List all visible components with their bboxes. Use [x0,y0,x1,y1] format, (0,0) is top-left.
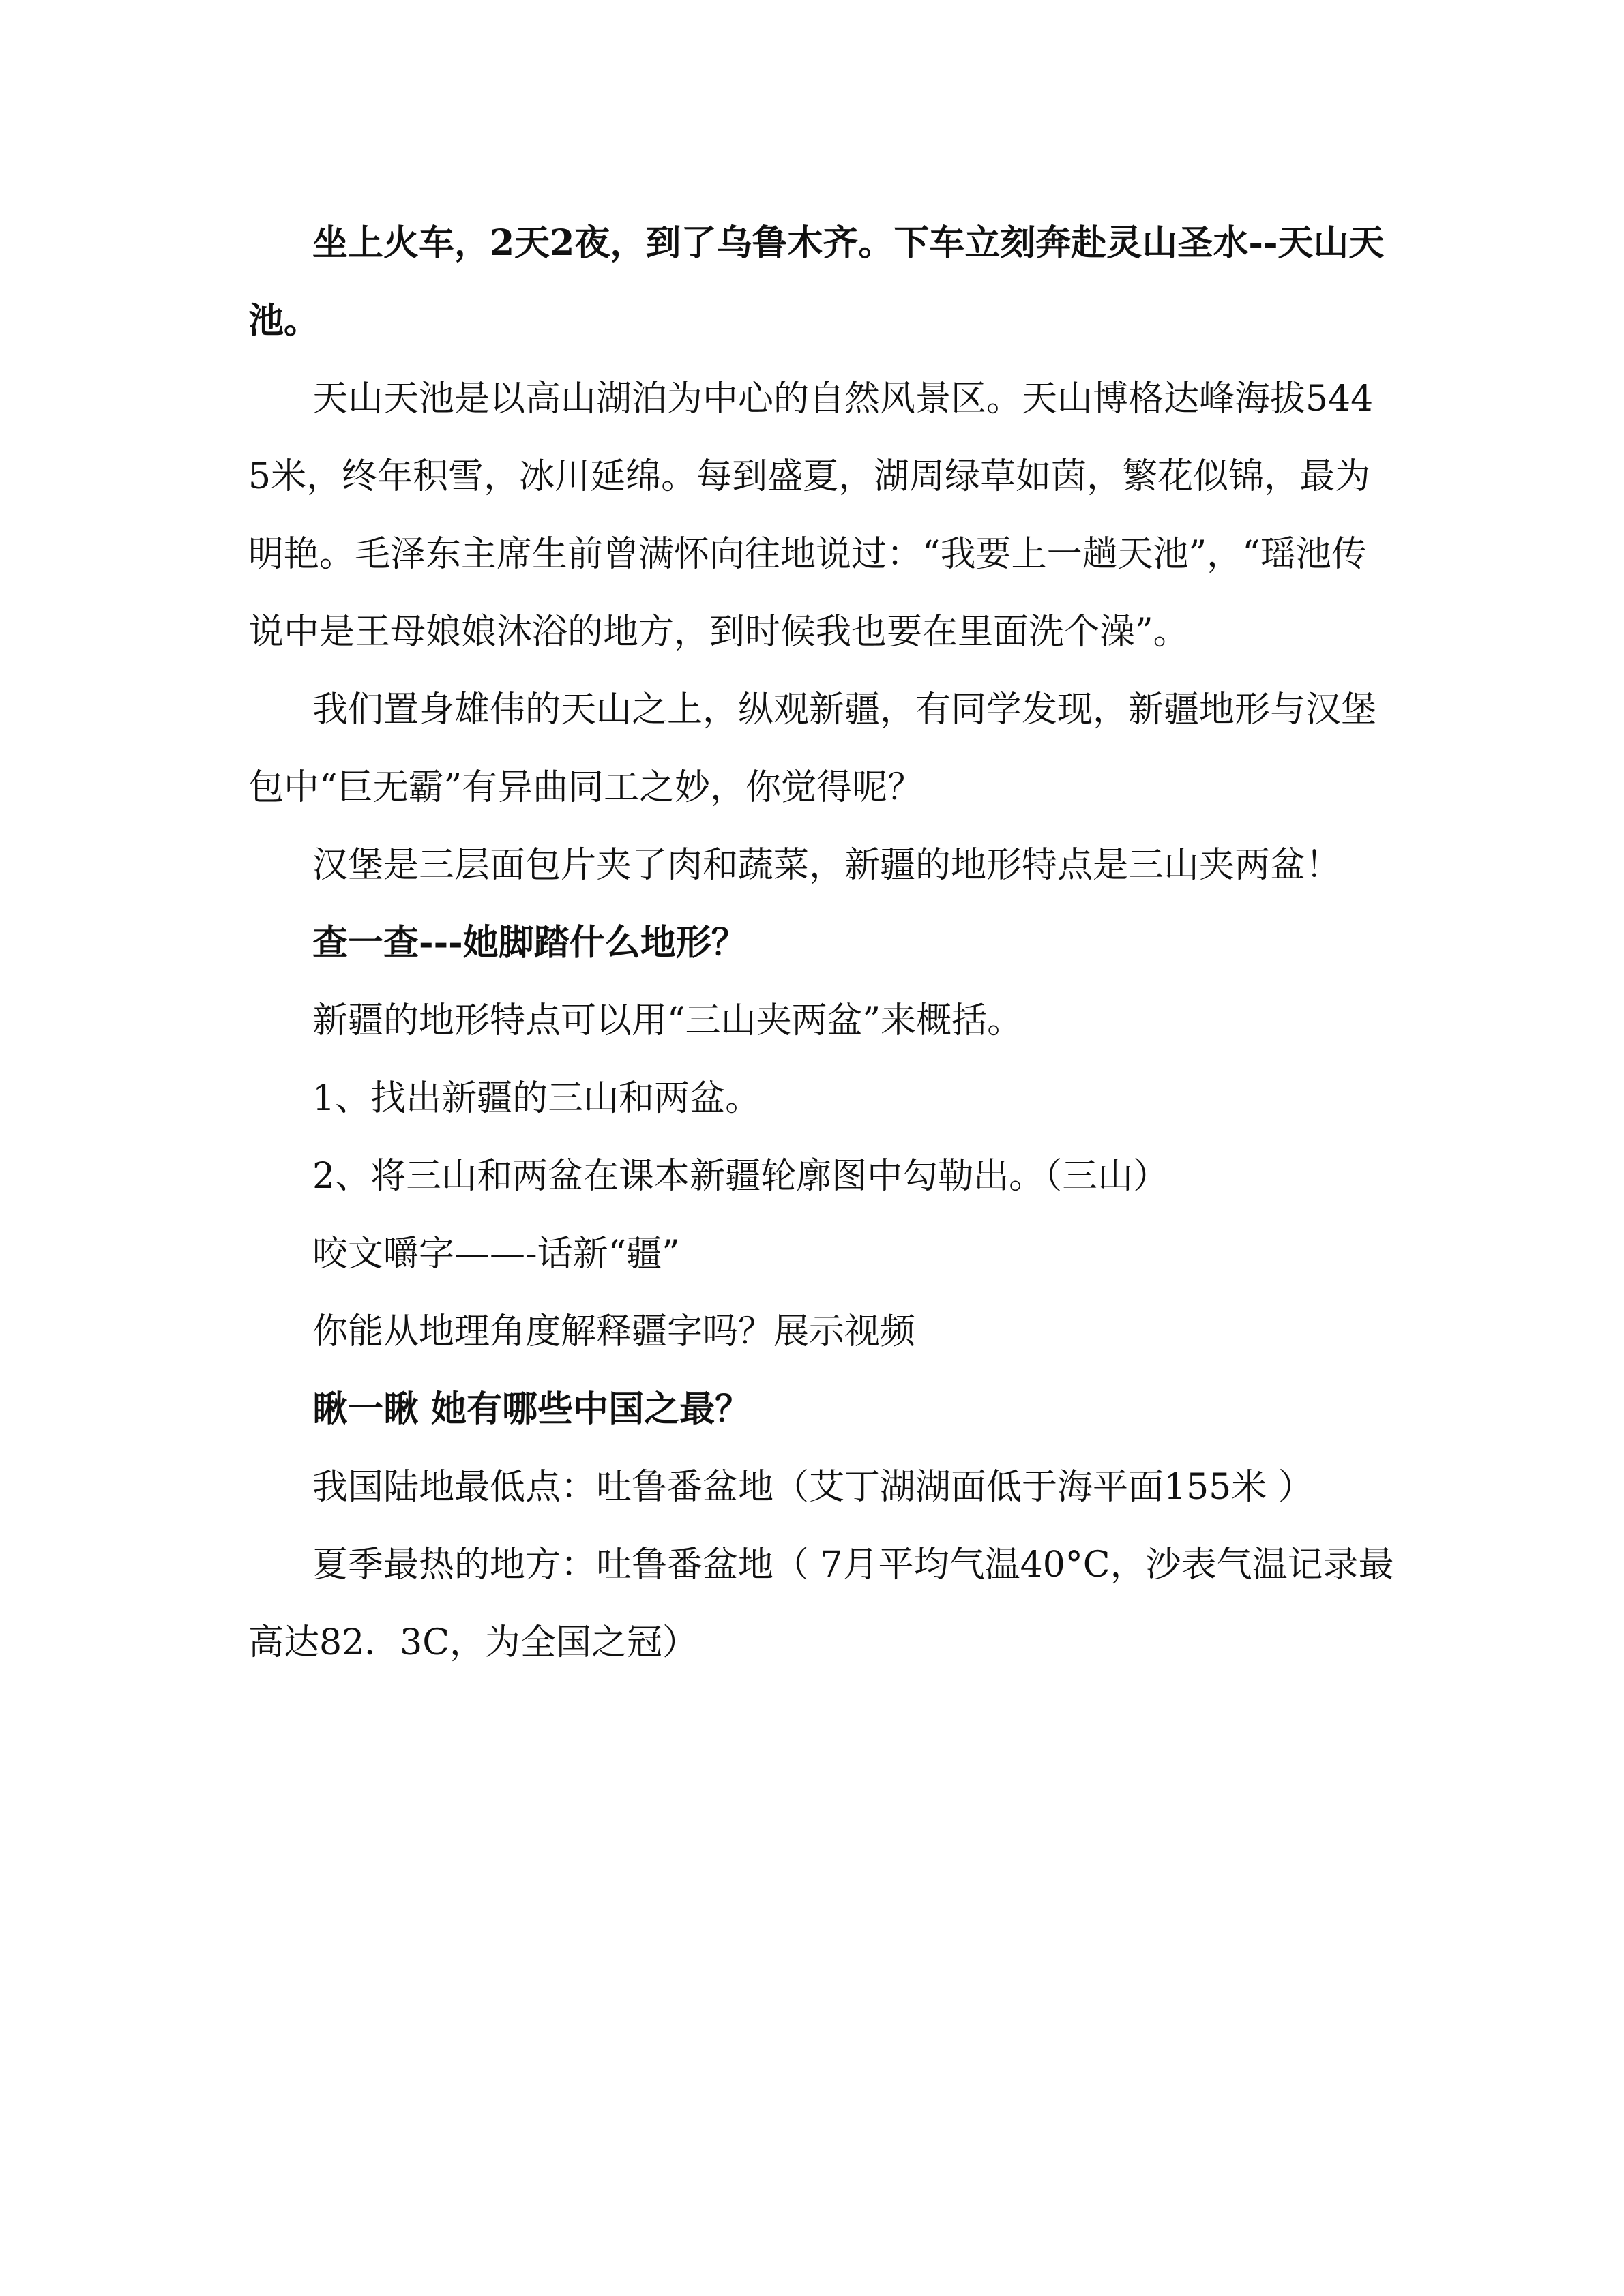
document-page [248,205,1394,1682]
paragraph-xinjiang-hamburger: 我们置身雄伟的天山之上，纵观新疆，有同学发现，新疆地形与汉堡包中“巨无霸”有异曲同工之妙，你觉得呢？ [248,689,1377,808]
section-heading-terrain: 查一查---她脚踏什么地形？ [312,922,747,964]
paragraph-heading-urumqi: 坐上火车，2天2夜，到了乌鲁木齐。下车立刻奔赴灵山圣水--天山天池。 [248,222,1385,342]
paragraph-terrain-summary: 新疆的地形特点可以用“三山夹两盆”来概括。 [312,1000,1023,1041]
paragraph-tianchi-description: 天山天池是以高山湖泊为中心的自然风景区。天山博格达峰海拔5445米，终年积雪，冰川延绵。每到盛夏，湖周绿草如茵，繁花似锦，最为明艳。毛泽东主席生前曾满怀向往地说过：“我要上一趟天池”，“瑶池传说中是王母娘娘沐浴的地方，到时候我也要在里面洗个澡”。 [248,378,1374,653]
list-item-1: 1、找出新疆的三山和两盆。 [312,1078,761,1119]
paragraph-explain-character: 你能从地理角度解释疆字吗？展示视频 [312,1311,916,1352]
paragraph-word-study: 咬文嚼字——-话新“疆” [312,1234,680,1274]
list-item-2: 2、将三山和两盆在课本新疆轮廓图中勾勒出。（三山） [312,1156,1169,1197]
paragraph-hottest-place: 夏季最热的地方：吐鲁番盆地（ 7月平均气温40°C，沙表气温记录最高达82．3C，为全国之冠） [248,1545,1394,1663]
paragraph-lowest-point: 我国陆地最低点：吐鲁番盆地（艾丁湖湖面低于海平面155米 ） [312,1467,1314,1508]
section-heading-china-superlatives: 瞅一瞅 她有哪些中国之最？ [312,1388,751,1430]
paragraph-three-mountains: 汉堡是三层面包片夹了肉和蔬菜，新疆的地形特点是三山夹两盆！ [312,845,1342,886]
